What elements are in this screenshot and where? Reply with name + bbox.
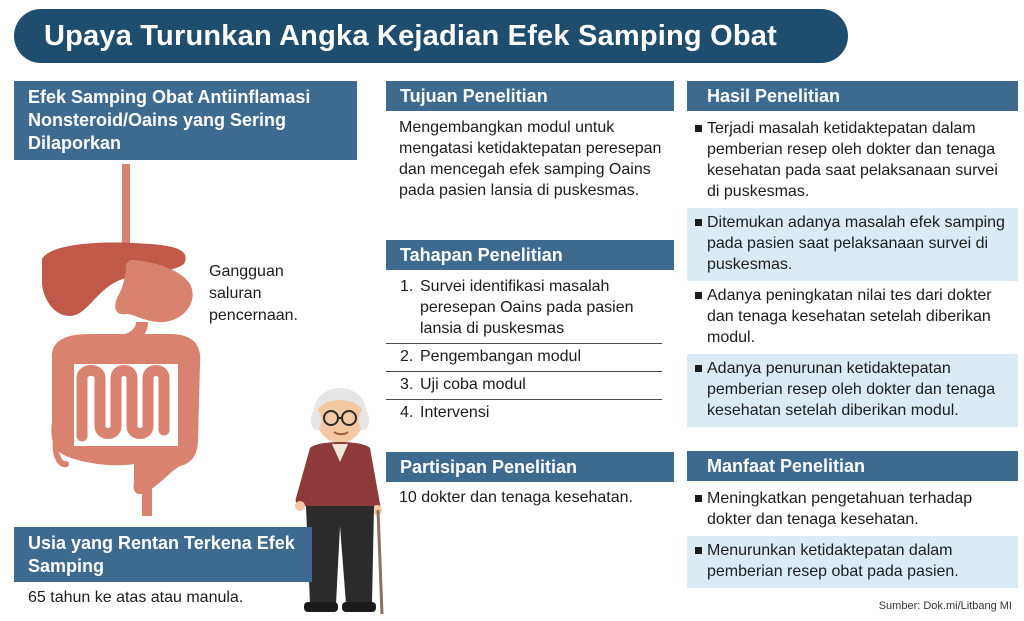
hasil-header: Hasil Penelitian <box>687 81 1018 111</box>
list-item <box>386 274 662 344</box>
gangguan-text: Gangguan saluran pencernaan. <box>209 263 298 324</box>
manfaat-item-text: Meningkatkan pengetahuan terhadap dokter dan tenaga kesehatan. <box>707 490 973 528</box>
efek-samping-header: Efek Samping Obat Antiinflamasi Nonsteroid/Oains yang Sering Dilaporkan <box>14 81 357 160</box>
hasil-item-text: Terjadi masalah ketidaktepatan dalam pemberian resep oleh dokter dan tenaga kesehatan pada saat pelaksanaan survei di puskesmas. <box>707 120 998 200</box>
list-item <box>687 208 1018 281</box>
list-item <box>687 354 1018 427</box>
tahapan-steps-list <box>386 274 662 427</box>
step-label: Survei identifikasi masalah peresepan Oains pada pasien lansia di puskesmas <box>420 278 634 337</box>
list-item <box>386 344 662 372</box>
list-item <box>386 372 662 400</box>
step-label: Uji coba modul <box>420 376 526 393</box>
bullet-square-icon <box>695 118 707 125</box>
bullet-square-icon <box>695 358 707 365</box>
infographic-title: Upaya Turunkan Angka Kejadian Efek Samping Obat <box>14 9 848 63</box>
digestive-system-illustration <box>30 164 210 519</box>
hasil-item-text: Adanya penurunan ketidaktepatan pemberian resep oleh dokter dan tenaga kesehatan setelah diberikan modul. <box>707 360 996 419</box>
step-number: 2. <box>400 348 414 365</box>
manfaat-item-text: Menurunkan ketidaktepatan dalam pemberian resep obat pada pasien. <box>707 542 959 580</box>
usia-rentan-header: Usia yang Rentan Terkena Efek Samping <box>14 527 312 582</box>
hasil-item-text: Adanya peningkatan nilai tes dari dokter dan tenaga kesehatan setelah diberikan modul. <box>707 287 992 346</box>
step-number: 1. <box>400 278 414 295</box>
usia-text: 65 tahun ke atas atau manula. <box>28 589 244 606</box>
manfaat-list <box>687 484 1018 588</box>
partisipan-text: 10 dokter dan tenaga kesehatan. <box>399 489 633 506</box>
bullet-square-icon <box>695 540 707 547</box>
tujuan-header: Tujuan Penelitian <box>386 81 674 111</box>
step-number: 4. <box>400 404 414 421</box>
list-item <box>687 536 1018 588</box>
list-item <box>386 400 662 427</box>
tujuan-text: Mengembangkan modul untuk mengatasi ketidaktepatan peresepan dan mencegah efek samping Oains pada pasien lansia di puskesmas. <box>399 119 662 199</box>
source-credit: Sumber: Dok.mi/Litbang MI <box>878 600 1012 612</box>
manfaat-header: Manfaat Penelitian <box>687 451 1018 481</box>
list-item <box>687 114 1018 208</box>
step-number: 3. <box>400 376 414 393</box>
hasil-list <box>687 114 1018 427</box>
step-label: Intervensi <box>420 404 490 421</box>
step-label: Pengembangan modul <box>420 348 582 365</box>
list-item <box>687 484 1018 536</box>
bullet-square-icon <box>695 285 707 292</box>
tahapan-header: Tahapan Penelitian <box>386 240 674 270</box>
bullet-square-icon <box>695 212 707 219</box>
elderly-man-illustration <box>288 386 388 618</box>
bullet-square-icon <box>695 488 707 495</box>
partisipan-header: Partisipan Penelitian <box>386 452 674 482</box>
hasil-item-text: Ditemukan adanya masalah efek samping pada pasien saat pelaksanaan survei di puskesmas. <box>707 214 1005 273</box>
list-item <box>687 281 1018 354</box>
